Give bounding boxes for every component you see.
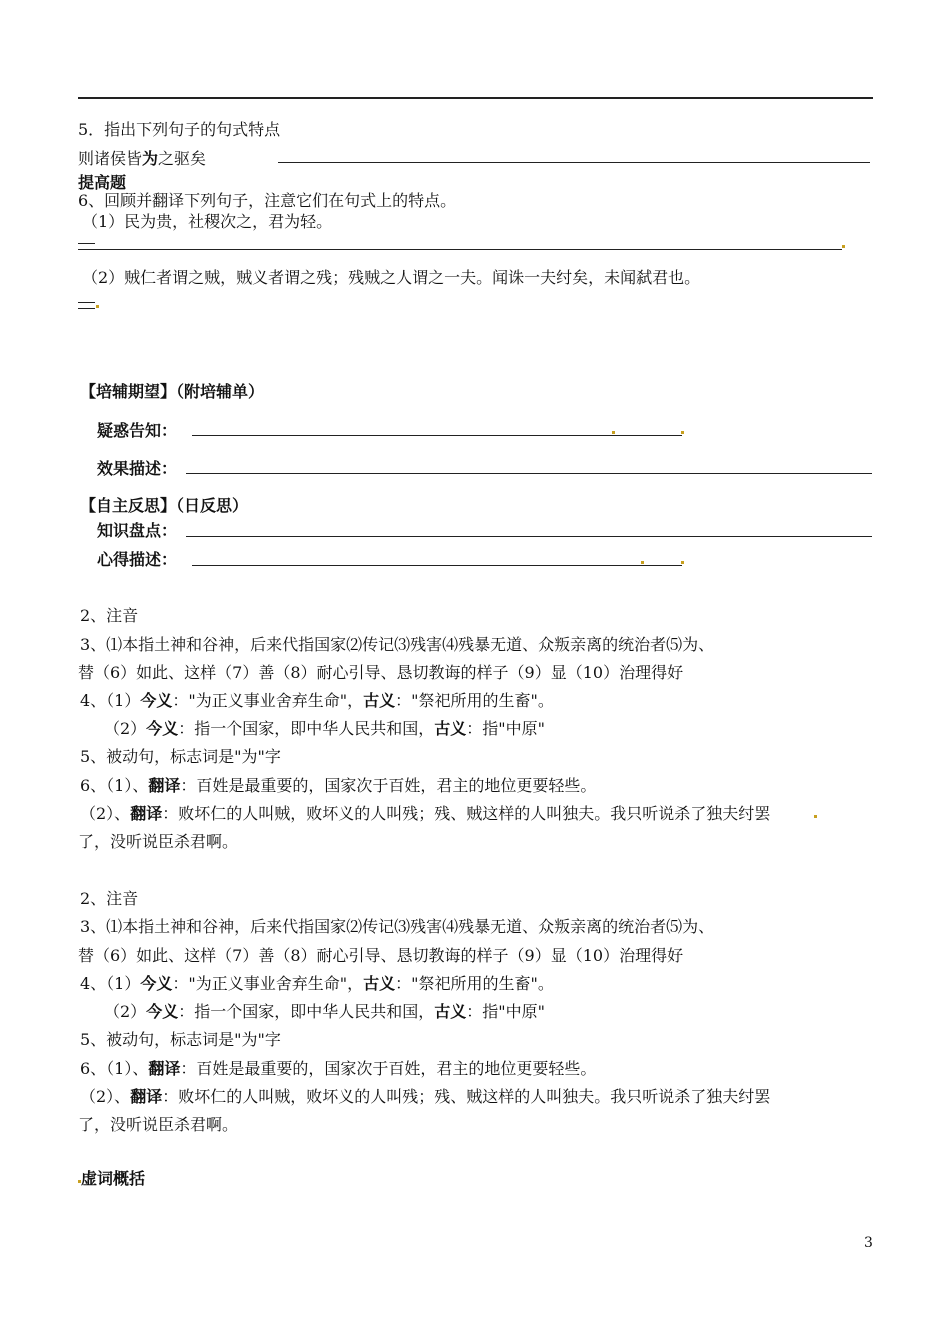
answer-4-1-number: 4、（1） (80, 974, 141, 993)
answer-4-2-number: （2） (104, 719, 147, 738)
doubt-label: 疑惑告知： (97, 421, 178, 440)
marker-dot (96, 305, 99, 308)
reflection-heading-note: （日反思） (176, 496, 249, 515)
reflection-heading-main: 【自主反思】 (80, 496, 177, 515)
answer-5: 5、被动句，标志词是"为"字 (80, 747, 281, 766)
effect-label: 效果描述： (97, 459, 178, 478)
modern-meaning-text: ："为正义事业舍弃生命"， (172, 691, 364, 710)
q6-item-1-answer-line[interactable] (78, 249, 842, 250)
answer-6-2 (80, 1084, 770, 1107)
ancient-meaning-text: ："祭祀所用的生畜"。 (395, 691, 554, 710)
answer-6-1 (80, 773, 596, 796)
translation-text: ：败坏仁的人叫贼，败坏义的人叫残；残、贼这样的人叫独夫。我只听说杀了独夫纣罢 (162, 804, 771, 823)
knowledge-answer-line[interactable] (186, 536, 872, 537)
page-number: 3 (864, 1235, 873, 1251)
insight-answer-line[interactable] (192, 565, 682, 566)
q6-item-1-mark (78, 243, 95, 244)
answer-3-line-1: 3、⑴本指土神和谷神，后来代指国家⑵传记⑶残害⑷残暴无道、众叛亲离的统治者⑸为、 (80, 635, 715, 654)
knowledge-label: 知识盘点： (97, 521, 178, 540)
modern-meaning-label: 今义 (146, 719, 179, 738)
q5-title: 5．指出下列句子的句式特点 (78, 120, 281, 139)
answer-3-line-2: 替（6）如此、这样（7）善（8）耐心引导、恳切教诲的样子（9）显（10）治理得好 (78, 946, 684, 965)
answer-3-line-2: 替（6）如此、这样（7）善（8）耐心引导、恳切教诲的样子（9）显（10）治理得好 (78, 663, 684, 682)
reflection-heading (80, 493, 248, 516)
modern-meaning-label: 今义 (140, 691, 173, 710)
translation-text: ：百姓是最重要的，国家次于百姓，君主的地位更要轻些。 (180, 1059, 597, 1078)
answer-2: 2、注音 (80, 606, 139, 625)
tutoring-heading-main: 【培辅期望】 (80, 382, 177, 401)
ancient-meaning-text: ：指"中原" (466, 719, 545, 738)
translation-label: 翻译 (148, 1059, 181, 1078)
marker-dot (814, 815, 817, 818)
answer-4-2 (104, 999, 545, 1022)
doubt-answer-line[interactable] (192, 435, 682, 436)
ancient-meaning-label: 古义 (434, 719, 467, 738)
ancient-meaning-label: 古义 (363, 974, 396, 993)
modern-meaning-label: 今义 (146, 1002, 179, 1021)
modern-meaning-text: ：指一个国家，即中华人民共和国， (178, 719, 435, 738)
advanced-heading: 提高题 (78, 173, 127, 192)
answer-6-2-continued: 了，没听说臣杀君啊。 (78, 832, 239, 851)
q5-answer-line[interactable] (278, 162, 870, 163)
function-words-heading: 虚词概括 (81, 1169, 146, 1188)
q5-sentence-part-b: 之驱矣 (158, 149, 207, 168)
answer-5: 5、被动句，标志词是"为"字 (80, 1030, 281, 1049)
answer-6-2-continued: 了，没听说臣杀君啊。 (78, 1115, 239, 1134)
q5-sentence (78, 146, 206, 169)
modern-meaning-label: 今义 (140, 974, 173, 993)
answer-2: 2、注音 (80, 889, 139, 908)
q6-item-2: （2）贼仁者谓之贼，贼义者谓之残；残贼之人谓之一夫。闻诛一夫纣矣，未闻弑君也。 (82, 268, 701, 287)
q6-title: 6、回顾并翻译下列句子，注意它们在句式上的特点。 (78, 191, 457, 210)
marker-dot (612, 431, 615, 434)
translation-text: ：百姓是最重要的，国家次于百姓，君主的地位更要轻些。 (180, 776, 597, 795)
q5-sentence-keyword: 为 (142, 149, 159, 168)
answer-6-2-number: （2）、 (80, 1087, 131, 1106)
tutoring-heading-note: （附培辅单） (176, 382, 265, 401)
marker-dot (681, 431, 684, 434)
marker-dot (842, 245, 845, 248)
effect-answer-line[interactable] (186, 473, 872, 474)
q6-item-2-mark (78, 302, 95, 303)
answer-4-1-number: 4、（1） (80, 691, 141, 710)
answer-4-1 (80, 688, 554, 711)
ancient-meaning-label: 古义 (434, 1002, 467, 1021)
q6-item-1: （1）民为贵，社稷次之，君为轻。 (82, 212, 333, 231)
ancient-meaning-text: ："祭祀所用的生畜"。 (395, 974, 554, 993)
translation-label: 翻译 (130, 1087, 163, 1106)
insight-label: 心得描述： (97, 550, 178, 569)
marker-dot (641, 561, 644, 564)
translation-label: 翻译 (148, 776, 181, 795)
answer-6-1-number: 6、（1）、 (80, 776, 149, 795)
tutoring-heading (80, 379, 264, 402)
answer-6-1 (80, 1056, 596, 1079)
q5-sentence-part-a: 则诸侯皆 (78, 149, 143, 168)
modern-meaning-text: ：指一个国家，即中华人民共和国， (178, 1002, 435, 1021)
answer-3-line-1: 3、⑴本指土神和谷神，后来代指国家⑵传记⑶残害⑷残暴无道、众叛亲离的统治者⑸为、 (80, 917, 715, 936)
ancient-meaning-label: 古义 (363, 691, 396, 710)
q6-item-2-answer-line[interactable] (78, 308, 95, 309)
modern-meaning-text: ："为正义事业舍弃生命"， (172, 974, 364, 993)
answer-4-2-number: （2） (104, 1002, 147, 1021)
header-rule (78, 97, 873, 99)
marker-dot (681, 561, 684, 564)
answer-6-2-number: （2）、 (80, 804, 131, 823)
ancient-meaning-text: ：指"中原" (466, 1002, 545, 1021)
answer-4-1 (80, 971, 554, 994)
answer-6-1-number: 6、（1）、 (80, 1059, 149, 1078)
translation-label: 翻译 (130, 804, 163, 823)
answer-6-2 (80, 801, 770, 824)
answer-4-2 (104, 716, 545, 739)
translation-text: ：败坏仁的人叫贼，败坏义的人叫残；残、贼这样的人叫独夫。我只听说杀了独夫纣罢 (162, 1087, 771, 1106)
